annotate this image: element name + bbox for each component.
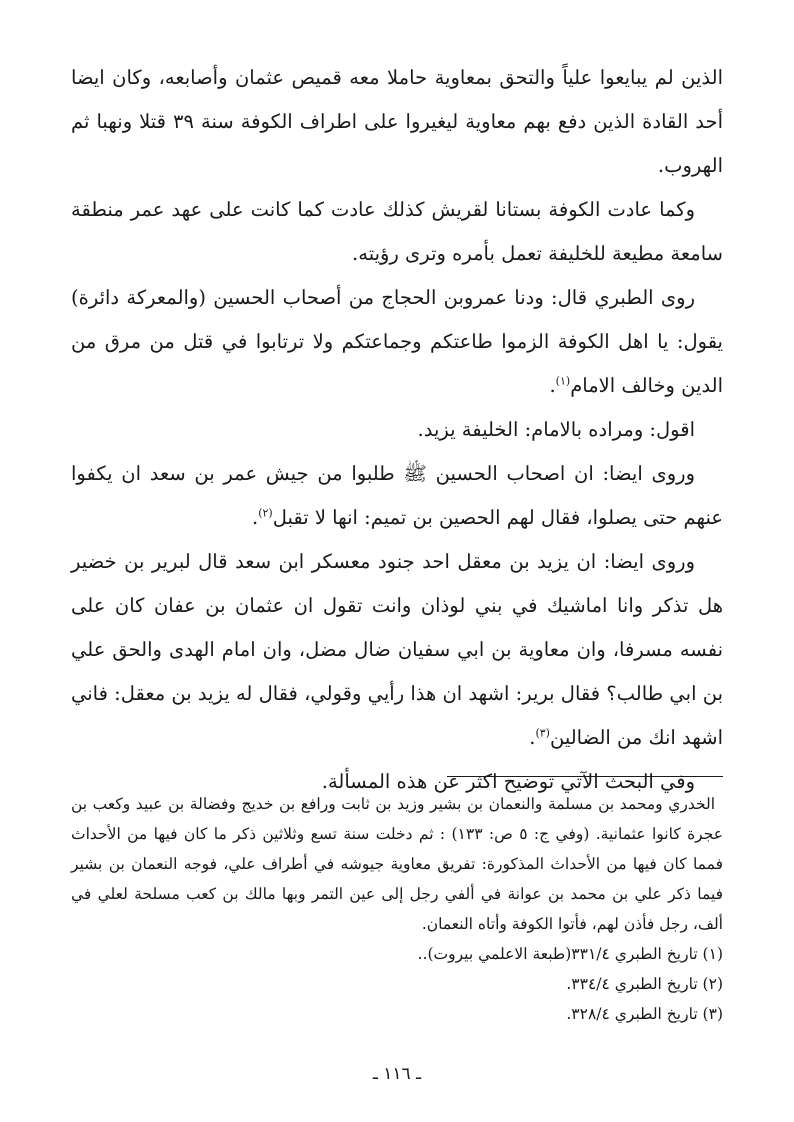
footnote-ref-3: (٣) [535,726,550,740]
paragraph-1: الذين لم يبايعوا علياً والتحق بمعاوية حاملا معه قميص عثمان وأصابعه، وكان ايضا أحد القادة الذين دفع بهم معاوية ليغيروا على اطراف الكوفة سنة ٣٩ قتلا ونهبا ثم الهروب. [71,66,723,177]
body-text [71,56,723,804]
paragraph-7: وفي البحث الآتي توضيح اكثر عن هذه المسألة. [321,770,695,793]
paragraph-2: وكما عادت الكوفة بستانا لقريش كذلك عادت كما كانت على عهد عمر منطقة سامعة مطيعة للخليفة تعمل بأمره وترى رؤيته. [71,198,723,265]
footnote-ref-1: (١) [555,374,571,388]
paragraph-4: اقول: ومراده بالامام: الخليفة يزيد. [417,418,695,441]
footnote-continuation: الخدري ومحمد بن مسلمة والنعمان بن بشير وزيد بن ثابت ورافع بن خديج وفضالة بن عبيد وكعب بن عجرة كانوا عثمانية. (وفي ج: ٥ ص: ١٣٣) : ثم دخلت سنة تسع وثلاثين ذكر ما كان فيها من الأحداث فمما كان فيها من الأحداث المذكورة: تفريق معاوية جيوشه في أطراف علي، فوجه النعمان بن بشير فيما ذكر علي بن محمد بن عوانة في ألفي رجل إلى عين التمر وبها مالك بن كعب مسلحة لعلي في ألف، رجل فأذن لهم، فأتوا الكوفة وأتاه النعمان. [71,795,723,933]
paragraph-3: روى الطبري قال: ودنا عمروبن الحجاج من أصحاب الحسين (والمعركة دائرة) يقول: يا اهل الكوفة الزموا طاعتكم وجماعتكم ولا ترتابوا في قتل من مرق من الدين وخالف الامام$^{(١)}$. [71,286,723,397]
footnote-2: (٢) تاريخ الطبري ٣٣٤/٤. [566,975,723,993]
footnote-3: (٣) تاريخ الطبري ٣٢٨/٤. [566,1005,723,1023]
footnote-1: (١) تاريخ الطبري ٣٣١/٤(طبعة الاعلمي بيروت).. [417,945,723,963]
footnotes [71,789,723,1029]
footnote-divider [447,776,723,777]
page-number: ـ ١١٦ ـ [372,1064,422,1084]
footnote-ref-2: (٢) [258,506,273,520]
paragraph-6: وروى ايضا: ان يزيد بن معقل احد جنود معسكر ابن سعد قال لبرير بن خضير هل تذكر وانا اماشيك في بني لوذان وانت تقول ان عثمان بن عفان كان على نفسه مسرفا، وان معاوية بن ابي سفيان ضال مضل، وان امام الهدى والحق علي بن ابي طالب؟ فقال برير: اشهد ان هذا رأيي وقولي، فقال له يزيد بن معقل: فاني اشهد انك من الضالين$^{(٣)}$. [71,550,723,749]
paragraph-5: وروى ايضا: ان اصحاب الحسين ﷺ طلبوا من جيش عمر بن سعد ان يكفوا عنهم حتى يصلوا، فقال لهم الحصين بن تميم: انها لا تقبل$^{(٢)}$. [71,462,723,529]
